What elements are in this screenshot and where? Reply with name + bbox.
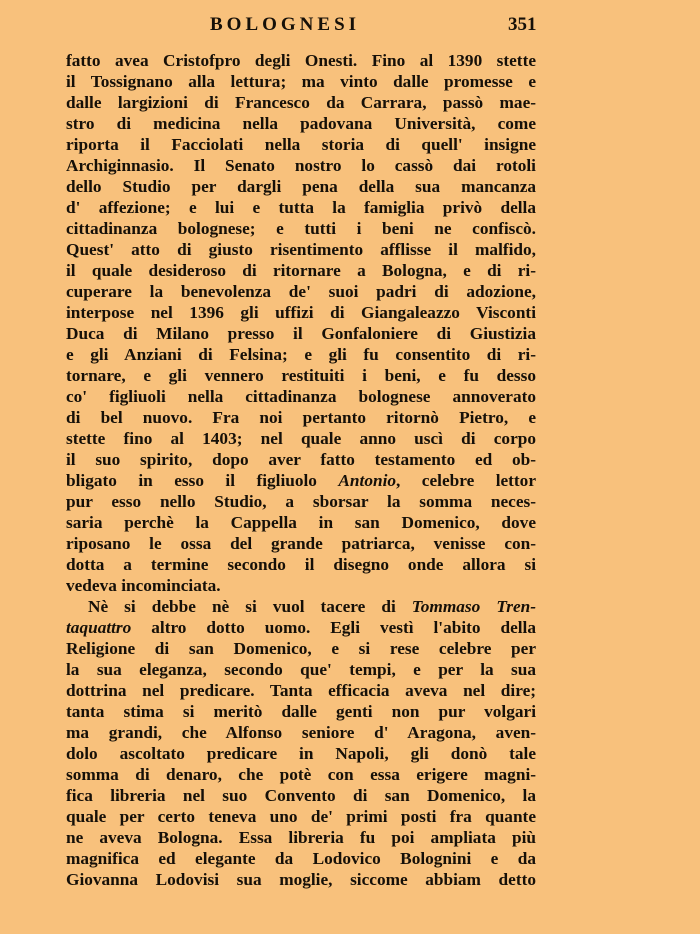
text-segment: dalle largizioni di Francesco da Carrara, passò mae- <box>66 93 536 112</box>
text-line <box>66 722 536 743</box>
text-line <box>66 785 536 806</box>
text-segment: fatto avea Cristofpro degli Onesti. Fino al 1390 stette <box>66 51 536 70</box>
text-segment: cuperare la benevolenza de' suoi padri di adozione, <box>66 282 536 301</box>
text-segment: co' figliuoli nella cittadinanza bolognese annoverato <box>66 387 536 406</box>
text-segment: la sua eleganza, secondo que' tempi, e per la sua <box>66 660 536 679</box>
italic-text: Antonio <box>338 471 397 490</box>
text-segment: e gli Anziani di Felsina; e gli fu consentito di ri- <box>66 345 536 364</box>
text-segment: stette fino al 1403; nel quale anno uscì di corpo <box>66 429 536 448</box>
text-line <box>66 449 536 470</box>
italic-text: Tommaso Tren- <box>411 597 537 616</box>
text-line <box>66 197 536 218</box>
text-line <box>66 533 536 554</box>
running-head <box>0 14 700 40</box>
text-line <box>66 470 536 491</box>
text-line <box>66 491 536 512</box>
text-line <box>66 848 536 869</box>
text-segment: saria perchè la Cappella in san Domenico, dove <box>66 513 536 532</box>
text-segment: quale per certo teneva uno de' primi posti fra quante <box>66 807 536 826</box>
text-segment: riposano le ossa del grande patriarca, venisse con- <box>66 534 536 553</box>
text-line <box>66 617 536 638</box>
text-line <box>66 638 536 659</box>
text-segment: riporta il Facciolati nella storia di quell' insigne <box>66 135 536 154</box>
text-line <box>66 386 536 407</box>
text-line <box>66 575 536 596</box>
text-line <box>66 113 536 134</box>
text-line <box>66 155 536 176</box>
text-line <box>66 554 536 575</box>
text-segment: il Tossignano alla lettura; ma vinto dalle promesse e <box>66 72 536 91</box>
text-segment: il suo spirito, dopo aver fatto testamento ed ob- <box>66 450 536 469</box>
text-segment: bligato in esso il figliuolo <box>66 471 339 490</box>
text-segment: dolo ascoltato predicare in Napoli, gli donò tale <box>66 744 536 763</box>
text-line <box>66 365 536 386</box>
text-segment: il quale desideroso di ritornare a Bologna, e di ri- <box>66 261 536 280</box>
text-line <box>66 176 536 197</box>
text-segment: fica libreria nel suo Convento di san Domenico, la <box>66 786 536 805</box>
text-segment: vedeva incominciata. <box>66 576 221 595</box>
text-segment: stro di medicina nella padovana Università, come <box>66 114 536 133</box>
running-head-title: BOLOGNESI <box>210 14 361 35</box>
text-line <box>66 71 536 92</box>
text-segment: Religione di san Domenico, e si rese celebre per <box>66 639 536 658</box>
text-line <box>66 596 536 617</box>
text-line <box>66 827 536 848</box>
text-line <box>66 743 536 764</box>
text-line <box>66 92 536 113</box>
text-line <box>66 134 536 155</box>
text-segment: di bel nuovo. Fra noi pertanto ritornò Pietro, e <box>66 408 536 427</box>
text-line <box>66 428 536 449</box>
text-line <box>66 680 536 701</box>
text-line <box>66 260 536 281</box>
text-segment: , celebre lettor <box>396 471 536 490</box>
text-segment: interpose nel 1396 gli uffizi di Giangaleazzo Visconti <box>66 303 536 322</box>
text-line <box>66 218 536 239</box>
text-line <box>66 764 536 785</box>
text-line <box>66 407 536 428</box>
text-segment: d' affezione; e lui e tutta la famiglia privò della <box>66 198 536 217</box>
text-segment: Giovanna Lodovisi sua moglie, siccome abbiam detto <box>66 870 536 889</box>
text-segment: dello Studio per dargli pena della sua mancanza <box>66 177 536 196</box>
text-line <box>66 239 536 260</box>
text-segment: Archiginnasio. Il Senato nostro lo cassò dai rotoli <box>66 156 536 175</box>
text-line <box>66 323 536 344</box>
text-line <box>66 281 536 302</box>
text-segment: somma di denaro, che potè con essa erigere magni- <box>66 765 536 784</box>
text-line <box>66 659 536 680</box>
text-segment: magnifica ed elegante da Lodovico Bolognini e da <box>66 849 536 868</box>
italic-text: taquattro <box>66 618 132 637</box>
text-segment: Nè si debbe nè si vuol tacere di <box>88 597 412 616</box>
page-number: 351 <box>508 14 537 35</box>
text-segment: dotta a termine secondo il disegno onde allora si <box>66 555 536 574</box>
text-segment: ma grandi, che Alfonso seniore d' Aragona, aven- <box>66 723 536 742</box>
text-segment: ne aveva Bologna. Essa libreria fu poi ampliata più <box>66 828 536 847</box>
text-line <box>66 869 536 890</box>
text-line <box>66 512 536 533</box>
text-line <box>66 50 536 71</box>
text-line <box>66 806 536 827</box>
text-segment: altro dotto uomo. Egli vestì l'abito della <box>131 618 536 637</box>
text-line <box>66 302 536 323</box>
text-segment: pur esso nello Studio, a sborsar la somma neces- <box>66 492 536 511</box>
body-text <box>66 50 536 890</box>
text-segment: Quest' atto di giusto risentimento afflisse il malfido, <box>66 240 536 259</box>
text-segment: dottrina nel predicare. Tanta efficacia aveva nel dire; <box>66 681 536 700</box>
text-segment: tornare, e gli vennero restituiti i beni, e fu desso <box>66 366 536 385</box>
text-line <box>66 701 536 722</box>
text-line <box>66 344 536 365</box>
text-segment: tanta stima si meritò dalle genti non pur volgari <box>66 702 536 721</box>
text-segment: Duca di Milano presso il Gonfaloniere di Giustizia <box>66 324 536 343</box>
text-segment: cittadinanza bolognese; e tutti i beni ne confiscò. <box>66 219 536 238</box>
